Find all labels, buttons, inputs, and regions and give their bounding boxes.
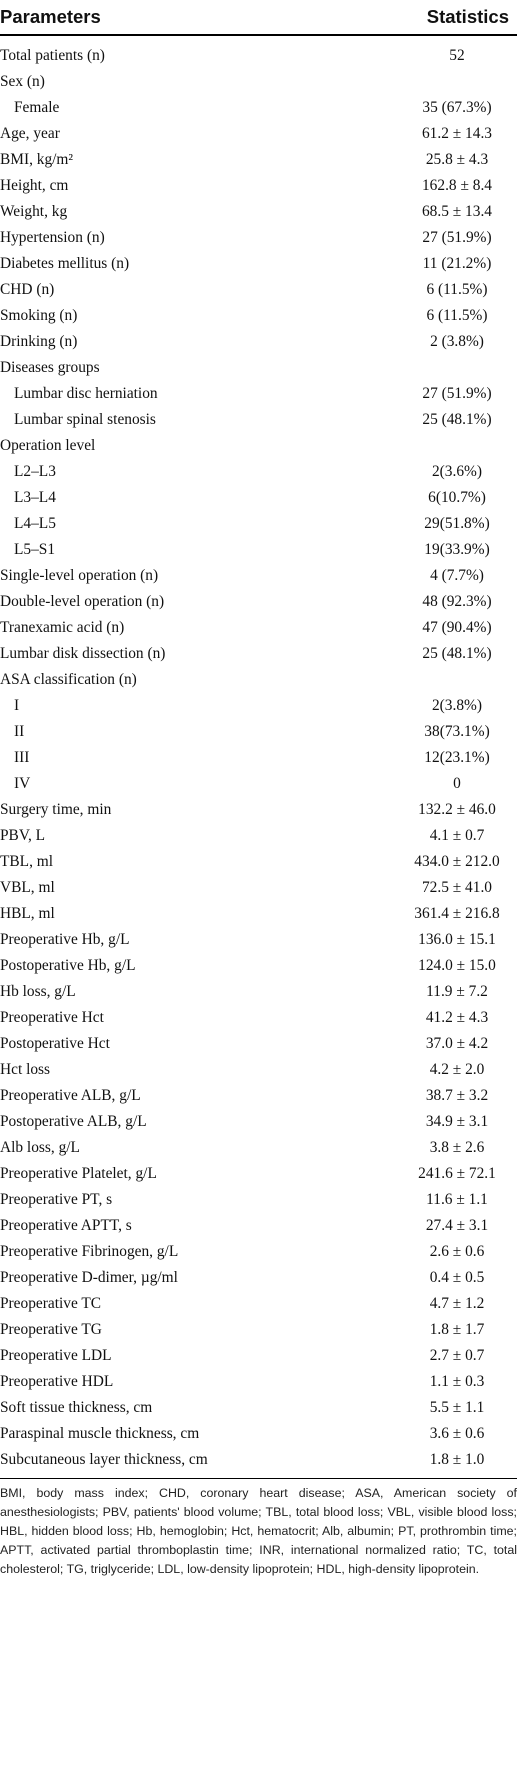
- table-row: [0, 797, 517, 823]
- parameter-cell: Subcutaneous layer thickness, cm: [0, 1451, 208, 1468]
- parameter-cell: III: [14, 749, 30, 766]
- statistic-cell: 4.2 ± 2.0: [429, 1061, 485, 1078]
- table-row: [0, 69, 517, 95]
- parameter-cell: Lumbar disk dissection (n): [0, 645, 166, 662]
- statistic-cell: 136.0 ± 15.1: [418, 931, 496, 948]
- parameter-cell: Preoperative Fibrinogen, g/L: [0, 1243, 179, 1260]
- parameter-cell: Height, cm: [0, 177, 69, 194]
- table-row: [0, 459, 517, 485]
- statistic-cell: 2(3.6%): [431, 463, 482, 480]
- table-row: [0, 147, 517, 173]
- parameter-cell: Hb loss, g/L: [0, 983, 76, 1000]
- table-row: [0, 1395, 517, 1421]
- parameter-cell: Single-level operation (n): [0, 567, 159, 584]
- parameter-cell: Lumbar disc herniation: [14, 385, 158, 402]
- table-row: [0, 121, 517, 147]
- statistic-cell: 361.4 ± 216.8: [414, 905, 500, 922]
- statistic-cell: 61.2 ± 14.3: [421, 125, 492, 142]
- statistic-cell: 25.8 ± 4.3: [425, 151, 489, 168]
- table-row: [0, 589, 517, 615]
- parameter-cell: I: [14, 697, 20, 714]
- statistic-cell: 4 (7.7%): [430, 567, 484, 584]
- statistic-cell: 35 (67.3%): [422, 99, 492, 116]
- table-row: [0, 563, 517, 589]
- statistic-cell: 12(23.1%): [424, 749, 490, 766]
- table-row: [0, 1291, 517, 1317]
- table-row: [0, 1135, 517, 1161]
- parameters-header: Parameters: [0, 6, 101, 27]
- table-row: [0, 433, 517, 459]
- statistic-cell: 241.6 ± 72.1: [418, 1165, 496, 1182]
- statistic-cell: [397, 69, 517, 95]
- table-row: [0, 511, 517, 537]
- table-row: [0, 355, 517, 381]
- statistic-cell: 1.8 ± 1.0: [429, 1451, 485, 1468]
- statistic-cell: 11.6 ± 1.1: [426, 1191, 488, 1208]
- table-row: [0, 667, 517, 693]
- statistic-cell: 2.7 ± 0.7: [429, 1347, 485, 1364]
- parameter-cell: IV: [14, 775, 31, 792]
- statistic-cell: 0: [453, 775, 461, 792]
- table-row: [0, 381, 517, 407]
- statistic-cell: [397, 355, 517, 381]
- parameter-cell: TBL, ml: [0, 853, 54, 870]
- parameter-cell: HBL, ml: [0, 905, 55, 922]
- table-row: [0, 1265, 517, 1291]
- statistic-cell: 6 (11.5%): [426, 307, 488, 324]
- table-row: [0, 615, 517, 641]
- statistic-cell: 25 (48.1%): [422, 645, 492, 662]
- statistic-cell: 37.0 ± 4.2: [425, 1035, 489, 1052]
- parameter-cell: Preoperative APTT, s: [0, 1217, 132, 1234]
- statistic-cell: 4.1 ± 0.7: [429, 827, 485, 844]
- parameter-cell: Smoking (n): [0, 307, 78, 324]
- statistic-cell: 38.7 ± 3.2: [425, 1087, 489, 1104]
- table-row: [0, 1213, 517, 1239]
- parameter-cell: CHD (n): [0, 281, 55, 298]
- parameter-cell: Hypertension (n): [0, 229, 105, 246]
- statistic-cell: [397, 667, 517, 693]
- statistic-cell: 434.0 ± 212.0: [414, 853, 500, 870]
- statistic-cell: 25 (48.1%): [422, 411, 492, 428]
- statistic-cell: 162.8 ± 8.4: [421, 177, 492, 194]
- parameter-cell: Operation level: [0, 437, 96, 454]
- table-row: [0, 1239, 517, 1265]
- statistic-cell: 11.9 ± 7.2: [426, 983, 488, 1000]
- statistic-cell: 48 (92.3%): [422, 593, 492, 610]
- table-row: [0, 485, 517, 511]
- parameter-cell: II: [14, 723, 25, 740]
- statistic-cell: 6(10.7%): [428, 489, 486, 506]
- statistic-cell: 27 (51.9%): [422, 385, 492, 402]
- table-row: [0, 251, 517, 277]
- parameter-cell: Tranexamic acid (n): [0, 619, 125, 636]
- parameter-cell: L4–L5: [14, 515, 56, 532]
- statistic-cell: 3.8 ± 2.6: [429, 1139, 485, 1156]
- parameter-cell: ASA classification (n): [0, 671, 137, 688]
- table-row: [0, 953, 517, 979]
- parameter-cell: Preoperative ALB, g/L: [0, 1087, 141, 1104]
- table-row: [0, 407, 517, 433]
- statistic-cell: 47 (90.4%): [422, 619, 492, 636]
- table-row: [0, 35, 517, 69]
- table-row: [0, 537, 517, 563]
- parameter-cell: Alb loss, g/L: [0, 1139, 80, 1156]
- parameter-cell: Diseases groups: [0, 359, 100, 376]
- table-row: [0, 771, 517, 797]
- parameter-cell: Preoperative Hb, g/L: [0, 931, 130, 948]
- parameter-cell: Total patients (n): [0, 47, 105, 64]
- table-row: [0, 927, 517, 953]
- table-row: [0, 95, 517, 121]
- statistic-cell: 11 (21.2%): [422, 255, 492, 272]
- statistic-cell: 2(3.8%): [431, 697, 482, 714]
- parameter-cell: VBL, ml: [0, 879, 55, 896]
- parameter-cell: Surgery time, min: [0, 801, 112, 818]
- parameter-cell: Preoperative D-dimer, µg/ml: [0, 1269, 178, 1286]
- table-row: [0, 199, 517, 225]
- table-row: [0, 901, 517, 927]
- parameter-cell: Postoperative ALB, g/L: [0, 1113, 147, 1130]
- statistic-cell: 34.9 ± 3.1: [425, 1113, 489, 1130]
- statistic-cell: 5.5 ± 1.1: [429, 1399, 485, 1416]
- table-row: [0, 1369, 517, 1395]
- parameter-cell: Drinking (n): [0, 333, 78, 350]
- parameter-cell: Preoperative PT, s: [0, 1191, 113, 1208]
- statistic-cell: 68.5 ± 13.4: [421, 203, 492, 220]
- parameter-cell: Soft tissue thickness, cm: [0, 1399, 153, 1416]
- table-header-row: [0, 0, 517, 35]
- parameter-cell: Female: [14, 99, 60, 116]
- statistic-cell: 19(33.9%): [424, 541, 490, 558]
- table-row: [0, 329, 517, 355]
- parameter-cell: Weight, kg: [0, 203, 68, 220]
- table-row: [0, 979, 517, 1005]
- table-row: [0, 641, 517, 667]
- statistic-cell: 1.8 ± 1.7: [429, 1321, 485, 1338]
- statistics-header: Statistics: [426, 6, 509, 27]
- parameter-cell: Preoperative TG: [0, 1321, 102, 1338]
- table-row: [0, 875, 517, 901]
- statistic-cell: 2 (3.8%): [430, 333, 484, 350]
- table-row: [0, 1057, 517, 1083]
- table-row: [0, 225, 517, 251]
- table-row: [0, 1421, 517, 1447]
- statistic-cell: [397, 433, 517, 459]
- parameter-cell: Lumbar spinal stenosis: [14, 411, 156, 428]
- parameter-cell: Hct loss: [0, 1061, 51, 1078]
- statistic-cell: 1.1 ± 0.3: [429, 1373, 485, 1390]
- statistic-cell: 2.6 ± 0.6: [429, 1243, 485, 1260]
- statistic-cell: 124.0 ± 15.0: [418, 957, 496, 974]
- statistic-cell: 0.4 ± 0.5: [429, 1269, 485, 1286]
- parameter-cell: Sex (n): [0, 73, 45, 90]
- statistic-cell: 38(73.1%): [424, 723, 490, 740]
- table-row: [0, 277, 517, 303]
- parameter-cell: Diabetes mellitus (n): [0, 255, 130, 272]
- statistic-cell: 27.4 ± 3.1: [425, 1217, 489, 1234]
- table-row: [0, 1447, 517, 1473]
- table-row: [0, 1031, 517, 1057]
- parameter-cell: Double-level operation (n): [0, 593, 165, 610]
- statistic-cell: 3.6 ± 0.6: [429, 1425, 485, 1442]
- table-body: [0, 35, 517, 1473]
- statistic-cell: 72.5 ± 41.0: [421, 879, 492, 896]
- parameter-cell: BMI, kg/m²: [0, 151, 74, 168]
- statistic-cell: 27 (51.9%): [422, 229, 492, 246]
- table-row: [0, 1005, 517, 1031]
- table-row: [0, 1083, 517, 1109]
- parameter-cell: PBV, L: [0, 827, 46, 844]
- table-row: [0, 1187, 517, 1213]
- statistic-cell: 6 (11.5%): [426, 281, 488, 298]
- parameter-cell: Preoperative LDL: [0, 1347, 112, 1364]
- statistic-cell: 4.7 ± 1.2: [429, 1295, 485, 1312]
- table-row: [0, 823, 517, 849]
- parameter-cell: Preoperative HDL: [0, 1373, 114, 1390]
- parameter-cell: Preoperative Hct: [0, 1009, 104, 1026]
- parameter-cell: L3–L4: [14, 489, 56, 506]
- parameter-cell: Paraspinal muscle thickness, cm: [0, 1425, 200, 1442]
- parameter-cell: Preoperative TC: [0, 1295, 102, 1312]
- parameter-cell: L5–S1: [14, 541, 56, 558]
- table-row: [0, 1109, 517, 1135]
- table-row: [0, 303, 517, 329]
- statistic-cell: 132.2 ± 46.0: [418, 801, 496, 818]
- table-row: [0, 173, 517, 199]
- table-row: [0, 745, 517, 771]
- statistic-cell: 52: [449, 47, 465, 64]
- parameter-cell: L2–L3: [14, 463, 56, 480]
- statistic-cell: 29(51.8%): [424, 515, 490, 532]
- table-row: [0, 693, 517, 719]
- table-row: [0, 1161, 517, 1187]
- table-row: [0, 849, 517, 875]
- table-row: [0, 1317, 517, 1343]
- parameter-cell: Postoperative Hb, g/L: [0, 957, 136, 974]
- parameter-cell: Preoperative Platelet, g/L: [0, 1165, 157, 1182]
- parameter-cell: Postoperative Hct: [0, 1035, 110, 1052]
- table-row: [0, 719, 517, 745]
- parameter-cell: Age, year: [0, 125, 60, 142]
- table-footnote: BMI, body mass index; CHD, coronary heart disease; ASA, American society of anesthesiologists; PBV, patients' blood volume; TBL, total blood loss; VBL, visible blood loss; HBL, hidden blood loss; Hb, hemoglobin; Hct, hematocrit; Alb, albumin; PT, prothrombin time; APTT, activated partial thromboplastin time; INR, international normalized ratio; TC, total cholesterol; TG, triglyceride; LDL, low-density lipoprotein; HDL, high-density lipoprotein.: [0, 1478, 517, 1579]
- table-row: [0, 1343, 517, 1369]
- statistic-cell: 41.2 ± 4.3: [425, 1009, 489, 1026]
